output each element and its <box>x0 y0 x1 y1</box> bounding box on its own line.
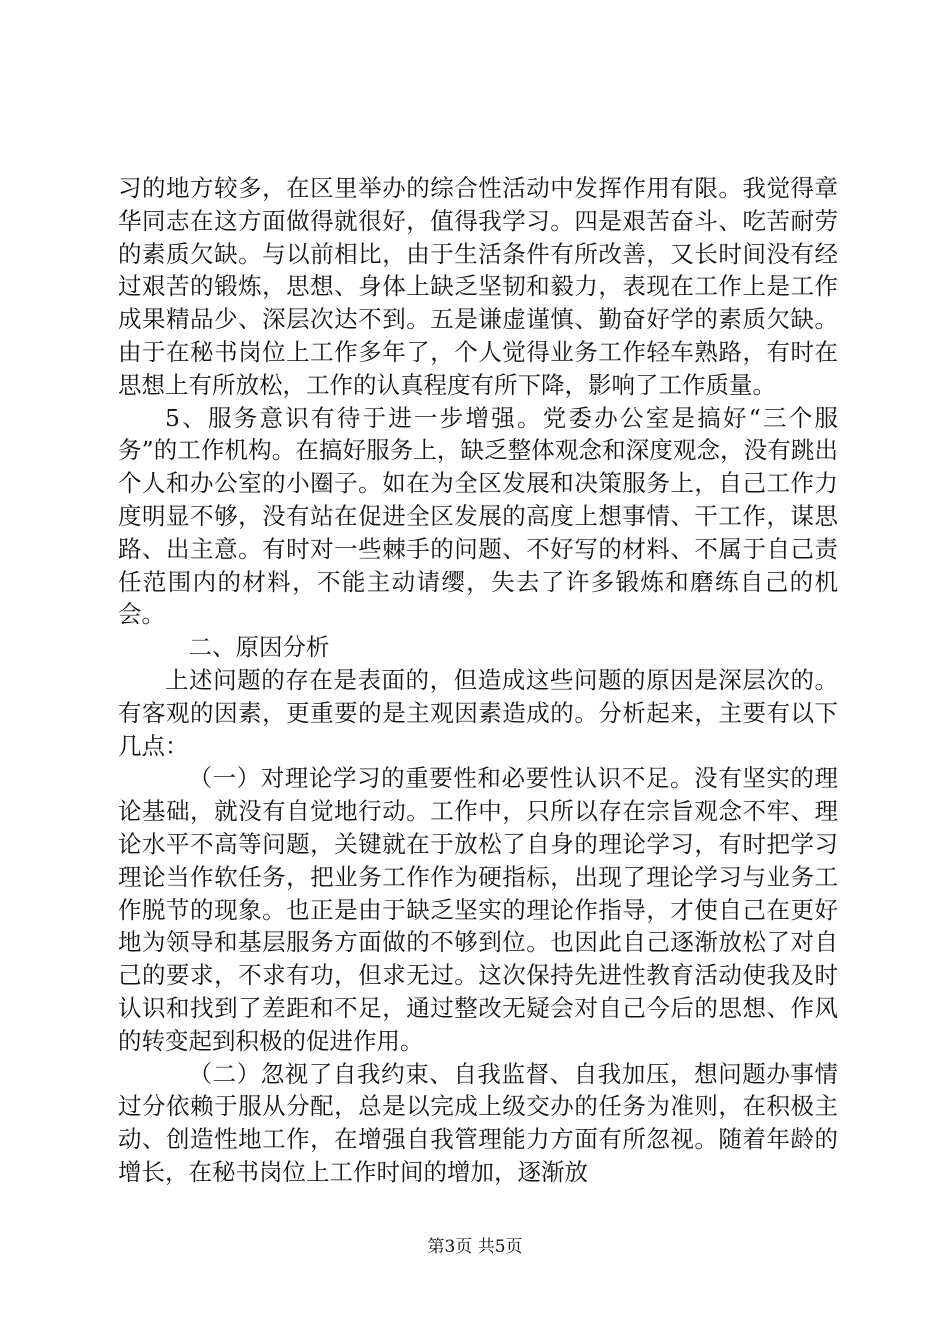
paragraph-continuation: 习的地方较多，在区里举办的综合性活动中发挥作用有限。我觉得章华同志在这方面做得就很好，值得我学习。四是艰苦奋斗、吃苦耐劳的素质欠缺。与以前相比，由于生活条件有所改善，又长时间没有经过艰苦的锻炼，思想、身体上缺乏坚韧和毅力，表现在工作上是工作成果精品少、深层次达不到。五是谦虚谨慎、勤奋好学的素质欠缺。由于在秘书岗位上工作多年了，个人觉得业务工作轻车熟路，有时在思想上有所放松，工作的认真程度有所下降，影响了工作质量。 <box>118 174 838 399</box>
paragraph-theory-study: （一）对理论学习的重要性和必要性认识不足。没有坚实的理论基础，就没有自觉地行动。工作中，只所以存在宗旨观念不牢、理论水平不高等问题，关键就在于放松了自身的理论学习，有时把学习理论当作软任务，把业务工作作为硬指标，出现了理论学习与业务工作脱节的现象。也正是由于缺乏坚实的理论作指导，才使自己在更好地为领导和基层服务方面做的不够到位。也因此自己逐渐放松了对自己的要求，不求有功，但求无过。这次保持先进性教育活动使我及时认识和找到了差距和不足，通过整改无疑会对自己今后的思想、作风的转变起到积极的促进作用。 <box>118 764 838 1055</box>
page-number-footer: 第3页 共5页 <box>427 1237 523 1257</box>
section-heading-cause-analysis: 二、原因分析 <box>188 633 330 662</box>
document-body <box>118 172 838 1189</box>
paragraph-service-awareness: 5、服务意识有待于进一步增强。党委办公室是搞好“三个服务”的工作机构。在搞好服务上，缺乏整体观念和深度观念，没有跳出个人和办公室的小圈子。如在为全区发展和决策服务上，自己工作力度明显不够，没有站在促进全区发展的高度上想事情、干工作，谋思路、出主意。有时对一些棘手的问题、不好写的材料、不属于自己责任范围内的材料，不能主动请缨，失去了许多锻炼和磨练自己的机会。 <box>118 403 838 629</box>
paragraph-cause-intro: 上述问题的存在是表面的，但造成这些问题的原因是深层次的。有客观的因素，更重要的是主观因素造成的。分析起来，主要有以下几点： <box>118 665 838 760</box>
paragraph-self-discipline: （二）忽视了自我约束、自我监督、自我加压，想问题办事情过分依赖于服从分配，总是以完成上级交办的任务为准则，在积极主动、创造性地工作，在增强自我管理能力方面有所忽视。随着年龄的增长，在秘书岗位上工作时间的增加，逐渐放 <box>118 1059 838 1186</box>
